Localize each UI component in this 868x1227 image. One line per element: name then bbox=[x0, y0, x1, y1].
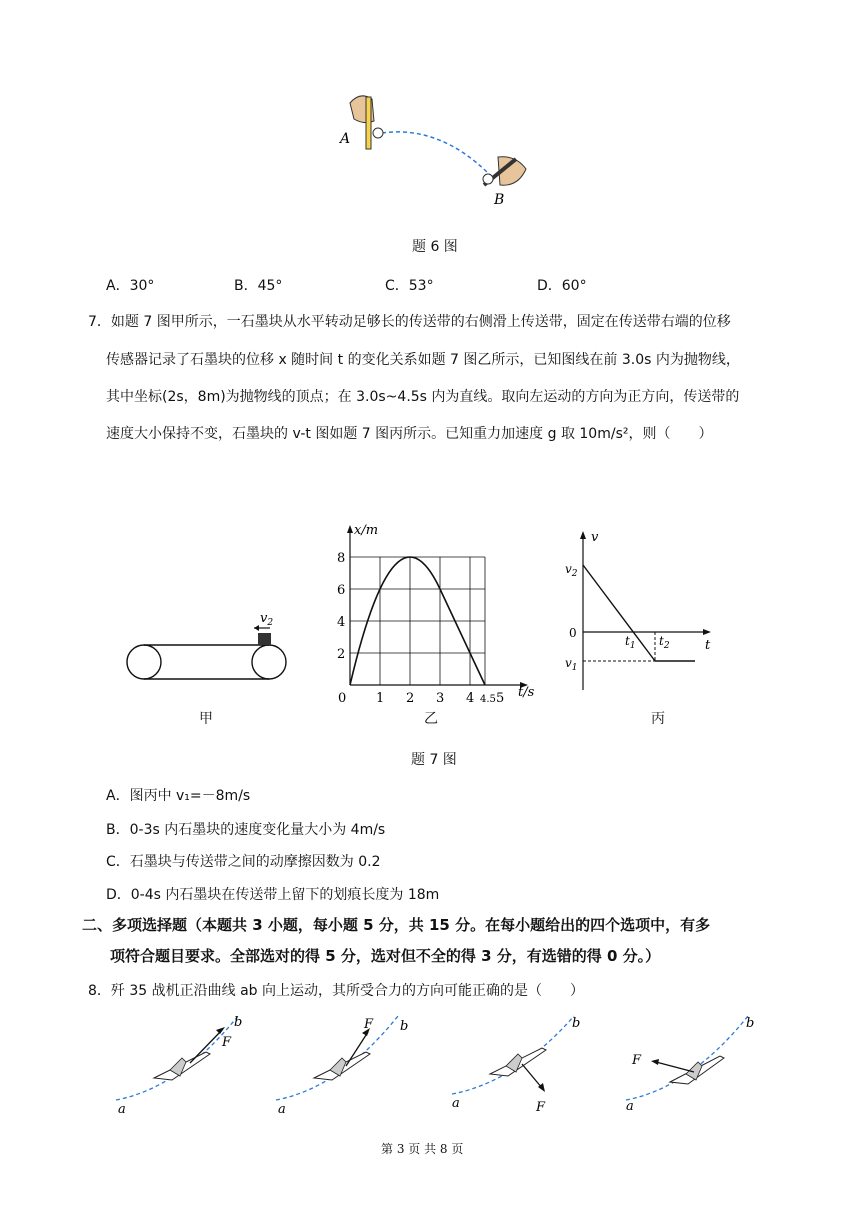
q7-line-4: 速度大小保持不变，石墨块的 v-t 图如题 7 图丙所示。已知重力加速度 g 取 10m/s²，则（ ） bbox=[106, 426, 713, 442]
force-arrow bbox=[522, 1064, 542, 1088]
label-f: F bbox=[632, 1053, 642, 1068]
q7-caption: 题 7 图 bbox=[411, 752, 457, 768]
fighter-jet-icon bbox=[314, 1052, 370, 1080]
label-a: a bbox=[626, 1099, 634, 1114]
y-tick-label: 8 bbox=[337, 551, 346, 566]
t1-label: $t_1$ bbox=[625, 634, 636, 651]
x-tick-label: 4.5 bbox=[480, 694, 496, 705]
y-tick-label: 6 bbox=[337, 583, 346, 598]
label-b: B bbox=[494, 192, 505, 208]
v1-tick-label: $v_1$ bbox=[565, 656, 578, 673]
fighter-jet-icon bbox=[670, 1056, 724, 1084]
fighter-jet-icon bbox=[154, 1052, 210, 1080]
x-tick-label: 5 bbox=[496, 691, 505, 705]
q6-option-b: B．45° bbox=[234, 278, 283, 294]
q6-caption: 题 6 图 bbox=[412, 239, 458, 255]
x-tick-label: 3 bbox=[436, 691, 445, 705]
y-tick-label: 4 bbox=[337, 615, 346, 630]
q6-figure bbox=[320, 85, 550, 215]
hand-b-icon bbox=[483, 157, 526, 185]
q7-line-2: 传感器记录了石墨块的位移 x 随时间 t 的变化关系如题 7 图乙所示，已知图线在前 3.0s 内为抛物线， bbox=[106, 352, 740, 368]
q8-figure-a bbox=[110, 1010, 260, 1120]
fighter-jet-icon bbox=[490, 1048, 546, 1076]
pulley-right bbox=[252, 645, 286, 679]
label-b: b bbox=[572, 1016, 581, 1031]
trajectory-curve bbox=[382, 132, 490, 175]
graphite-block bbox=[258, 633, 271, 645]
section2-line-1: 二、多项选择题（本题共 3 小题，每小题 5 分，共 15 分。在每小题给出的四个选项中，有多 bbox=[82, 916, 711, 934]
y-tick-label: 2 bbox=[337, 647, 346, 662]
q7-option-a: A．图丙中 v₁=－8m/s bbox=[106, 788, 251, 804]
label-b: b bbox=[400, 1019, 409, 1034]
x-tick-label: 1 bbox=[376, 691, 385, 705]
axis-t-label: t bbox=[705, 638, 711, 653]
label-b: b bbox=[746, 1016, 755, 1031]
q6-option-d: D．60° bbox=[537, 278, 587, 294]
q6-option-a: A．30° bbox=[106, 278, 155, 294]
y-axis-arrow bbox=[347, 525, 353, 533]
fig-jia bbox=[120, 610, 300, 690]
fig-bing bbox=[555, 525, 725, 700]
force-arrow bbox=[656, 1062, 694, 1072]
label-b: b bbox=[234, 1015, 243, 1030]
q8-stem: 8．歼 35 战机正沿曲线 ab 向上运动，其所受合力的方向可能正确的是（ ） bbox=[88, 983, 584, 999]
pulley-left bbox=[127, 645, 161, 679]
v2-tick-label: $v_2$ bbox=[565, 562, 578, 579]
label-f: F bbox=[222, 1035, 232, 1050]
q8-figure-c bbox=[446, 1010, 596, 1120]
hand-a-icon bbox=[350, 96, 383, 149]
t2-label: $t_2$ bbox=[659, 634, 670, 651]
q6-option-c: C．53° bbox=[385, 278, 434, 294]
q7-option-b: B．0-3s 内石墨块的速度变化量大小为 4m/s bbox=[106, 822, 386, 838]
x-tick-label: 0 bbox=[338, 691, 347, 705]
x-tick-label: 4 bbox=[466, 691, 475, 705]
decel-segment bbox=[583, 565, 655, 661]
q7-line-3: 其中坐标(2s，8m)为抛物线的顶点；在 3.0s~4.5s 内为直线。取向左运动的方向为正方向，传送带的 bbox=[106, 389, 740, 405]
q8-figure-b bbox=[270, 1010, 420, 1120]
q8-figure-d bbox=[620, 1010, 770, 1120]
fig-yi-caption: 乙 bbox=[424, 711, 438, 727]
label-a: a bbox=[278, 1102, 286, 1117]
v2-label: $v_2$ bbox=[260, 611, 274, 628]
force-arrow bbox=[190, 1030, 222, 1063]
label-f: F bbox=[364, 1017, 374, 1032]
q7-option-c: C．石墨块与传送带之间的动摩擦因数为 0.2 bbox=[106, 854, 381, 870]
y-axis-label: x/m bbox=[354, 523, 379, 538]
x-axis-label: t/s bbox=[518, 685, 535, 700]
label-a: a bbox=[452, 1096, 460, 1111]
origin-label: 0 bbox=[569, 626, 577, 640]
page-footer: 第 3 页 共 8 页 bbox=[381, 1142, 464, 1156]
axis-v-label: v bbox=[591, 530, 599, 545]
fig-jia-caption: 甲 bbox=[199, 711, 213, 727]
q7-option-d: D．0-4s 内石墨块在传送带上留下的划痕长度为 18m bbox=[106, 887, 440, 903]
fig-yi-chart bbox=[320, 520, 540, 705]
label-f: F bbox=[536, 1100, 546, 1115]
fig-bing-caption: 丙 bbox=[651, 711, 665, 727]
q7-line-1: 7．如题 7 图甲所示，一石墨块从水平转动足够长的传送带的右侧滑上传送带，固定在传送带右端的位移 bbox=[88, 314, 731, 330]
section2-line-2: 项符合题目要求。全部选对的得 5 分，选对但不全的得 3 分，有选错的得 0 分。） bbox=[110, 947, 661, 965]
label-a: a bbox=[118, 1102, 126, 1117]
x-tick-label: 2 bbox=[406, 691, 415, 705]
label-a: A bbox=[340, 131, 351, 147]
